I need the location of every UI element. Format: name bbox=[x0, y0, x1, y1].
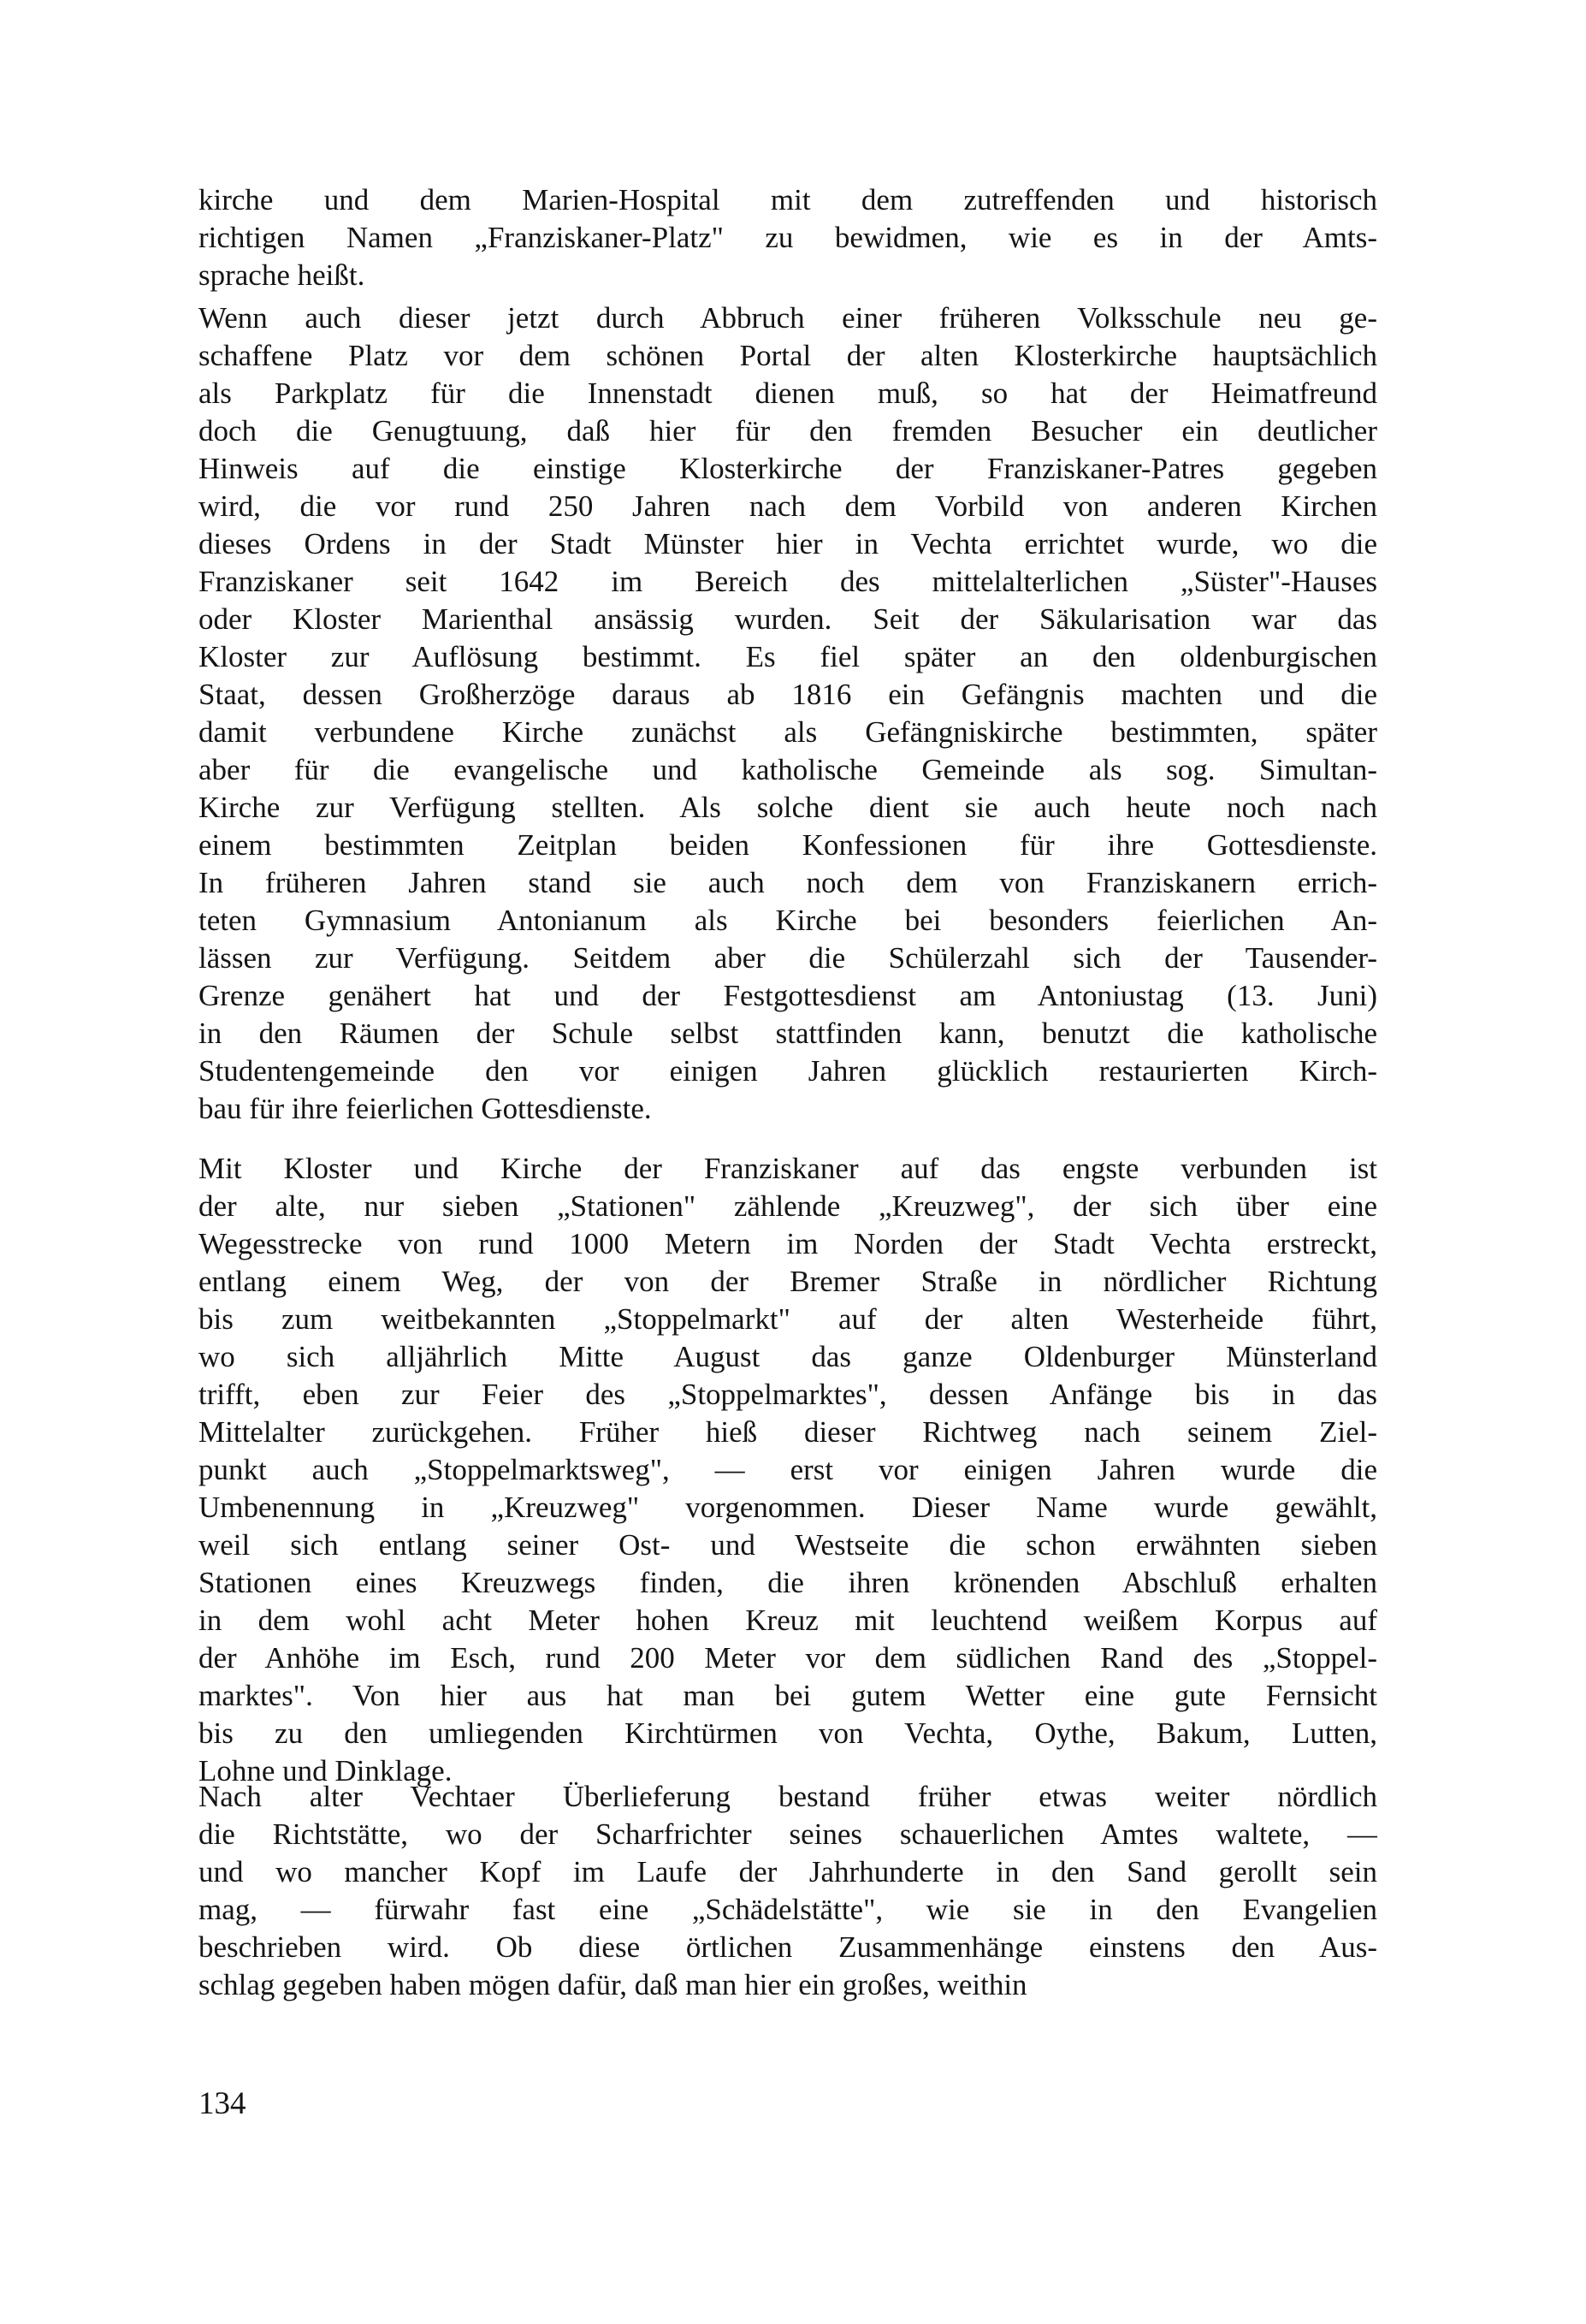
text-line: mag, — fürwahr fast eine „Schädelstätte", wie sie in den Evangelien bbox=[198, 1893, 1377, 1926]
text-line: einem bestimmten Zeitplan beiden Konfessionen für ihre Gottesdienste. bbox=[198, 828, 1377, 862]
text-line: Stationen eines Kreuzwegs finden, die ihren krönenden Abschluß erhalten bbox=[198, 1566, 1377, 1599]
text-line: Mit Kloster und Kirche der Franziskaner auf das engste verbunden ist bbox=[198, 1152, 1377, 1185]
text-line: marktes". Von hier aus hat man bei gutem Wetter eine gute Fernsicht bbox=[198, 1679, 1377, 1712]
text-line: Kirche zur Verfügung stellten. Als solche dient sie auch heute noch nach bbox=[198, 791, 1377, 824]
text-line: die Richtstätte, wo der Scharfrichter seines schauerlichen Amtes waltete, — bbox=[198, 1817, 1377, 1851]
text-line: Wenn auch dieser jetzt durch Abbruch einer früheren Volksschule neu ge- bbox=[198, 301, 1377, 335]
text-line: trifft, eben zur Feier des „Stoppelmarktes", dessen Anfänge bis in das bbox=[198, 1378, 1377, 1411]
text-line: kirche und dem Marien-Hospital mit dem zutreffenden und historisch bbox=[198, 183, 1377, 216]
text-line: Lohne und Dinklage. bbox=[198, 1754, 453, 1787]
text-line: der alte, nur sieben „Stationen" zählende „Kreuzweg", der sich über eine bbox=[198, 1189, 1377, 1223]
text-line: schlag gegeben haben mögen dafür, daß man hier ein großes, weithin bbox=[198, 1968, 1027, 2001]
page-number: 134 bbox=[198, 2086, 246, 2121]
text-line: Staat, dessen Großherzöge daraus ab 1816 ein Gefängnis machten und die bbox=[198, 678, 1377, 711]
text-line: als Parkplatz für die Innenstadt dienen muß, so hat der Heimatfreund bbox=[198, 376, 1377, 410]
text-line: Franziskaner seit 1642 im Bereich des mittelalterlichen „Süster"-Hauses bbox=[198, 565, 1377, 598]
text-line: Wegesstrecke von rund 1000 Metern im Norden der Stadt Vechta erstreckt, bbox=[198, 1227, 1377, 1260]
text-line: schaffene Platz vor dem schönen Portal der alten Klosterkirche hauptsächlich bbox=[198, 339, 1377, 372]
text-line: In früheren Jahren stand sie auch noch dem von Franziskanern errich- bbox=[198, 866, 1377, 899]
text-line: aber für die evangelische und katholische Gemeinde als sog. Simultan- bbox=[198, 753, 1377, 786]
text-line: Nach alter Vechtaer Überlieferung bestand früher etwas weiter nördlich bbox=[198, 1780, 1377, 1813]
text-line: damit verbundene Kirche zunächst als Gefängniskirche bestimmten, später bbox=[198, 715, 1377, 749]
text-line: Grenze genähert hat und der Festgottesdienst am Antoniustag (13. Juni) bbox=[198, 979, 1377, 1012]
text-line: wo sich alljährlich Mitte August das ganze Oldenburger Münsterland bbox=[198, 1340, 1377, 1373]
text-line: Mittelalter zurückgehen. Früher hieß dieser Richtweg nach seinem Ziel- bbox=[198, 1415, 1377, 1449]
text-line: und wo mancher Kopf im Laufe der Jahrhunderte in den Sand gerollt sein bbox=[198, 1855, 1377, 1888]
text-line: punkt auch „Stoppelmarktsweg", — erst vor einigen Jahren wurde die bbox=[198, 1453, 1377, 1486]
text-line: in dem wohl acht Meter hohen Kreuz mit leuchtend weißem Korpus auf bbox=[198, 1604, 1377, 1637]
text-line: beschrieben wird. Ob diese örtlichen Zusammenhänge einstens den Aus- bbox=[198, 1930, 1377, 1964]
text-line: doch die Genugtuung, daß hier für den fremden Besucher ein deutlicher bbox=[198, 414, 1377, 448]
text-line: in den Räumen der Schule selbst stattfinden kann, benutzt die katholische bbox=[198, 1017, 1377, 1050]
text-line: entlang einem Weg, der von der Bremer Straße in nördlicher Richtung bbox=[198, 1265, 1377, 1298]
text-line: Umbenennung in „Kreuzweg" vorgenommen. Dieser Name wurde gewählt, bbox=[198, 1491, 1377, 1524]
text-line: weil sich entlang seiner Ost- und Westseite die schon erwähnten sieben bbox=[198, 1528, 1377, 1562]
paragraph-2 bbox=[198, 299, 1377, 1128]
text-line: wird, die vor rund 250 Jahren nach dem Vorbild von anderen Kirchen bbox=[198, 489, 1377, 523]
text-line: lässen zur Verfügung. Seitdem aber die Schülerzahl sich der Tausender- bbox=[198, 941, 1377, 975]
text-line: Kloster zur Auflösung bestimmt. Es fiel später an den oldenburgischen bbox=[198, 640, 1377, 673]
text-line: Hinweis auf die einstige Klosterkirche der Franziskaner-Patres gegeben bbox=[198, 452, 1377, 485]
paragraph-3 bbox=[198, 1150, 1377, 1790]
text-line: richtigen Namen „Franziskaner-Platz" zu bewidmen, wie es in der Amts- bbox=[198, 221, 1377, 254]
text-line: dieses Ordens in der Stadt Münster hier in Vechta errichtet wurde, wo die bbox=[198, 527, 1377, 560]
text-line: Studentengemeinde den vor einigen Jahren glücklich restaurierten Kirch- bbox=[198, 1054, 1377, 1088]
paragraph-4 bbox=[198, 1778, 1377, 2004]
text-line: sprache heißt. bbox=[198, 258, 365, 292]
text-line: der Anhöhe im Esch, rund 200 Meter vor dem südlichen Rand des „Stoppel- bbox=[198, 1641, 1377, 1675]
paragraph-1 bbox=[198, 181, 1377, 294]
text-line: bis zu den umliegenden Kirchtürmen von Vechta, Oythe, Bakum, Lutten, bbox=[198, 1716, 1377, 1750]
text-line: bau für ihre feierlichen Gottesdienste. bbox=[198, 1092, 652, 1125]
text-line: oder Kloster Marienthal ansässig wurden. Seit der Säkularisation war das bbox=[198, 602, 1377, 636]
text-line: bis zum weitbekannten „Stoppelmarkt" auf der alten Westerheide führt, bbox=[198, 1302, 1377, 1336]
text-line: teten Gymnasium Antonianum als Kirche bei besonders feierlichen An- bbox=[198, 904, 1377, 937]
